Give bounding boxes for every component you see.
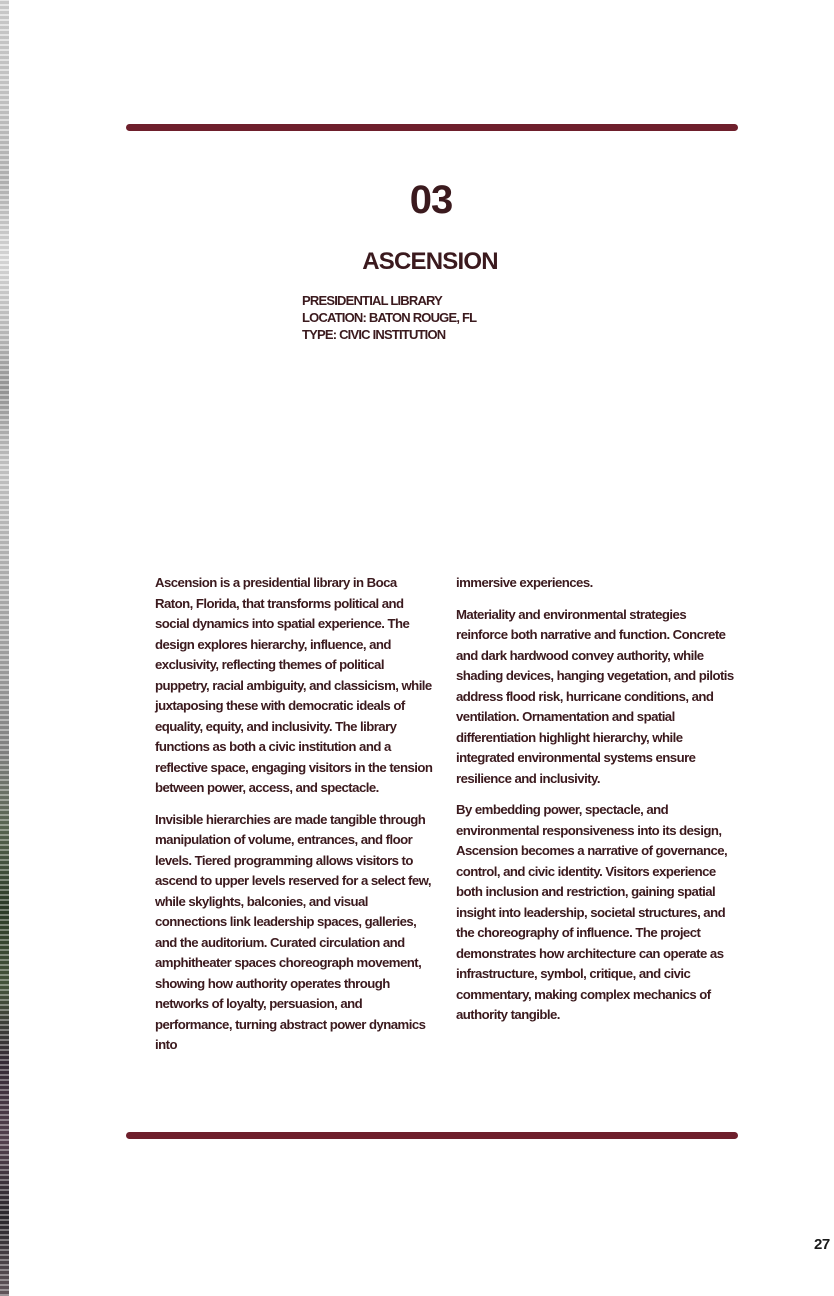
paragraph: immersive experiences.: [456, 575, 593, 590]
body-column-left: [155, 573, 435, 1067]
page-number: 27: [814, 1236, 830, 1253]
meta-location: LOCATION: BATON ROUGE, FL: [302, 310, 477, 325]
top-divider-rule: [126, 124, 738, 131]
project-number: 03: [409, 178, 453, 222]
paragraph: Materiality and environmental strategies reinforce both narrative and function. Concrete and dark hardwood convey authority, while shading devices, hanging vegetation, and pilotis address flood risk, hurricane conditions, and ventilation. Ornamentation and spatial differentiation highlight hierarchy, while integrated environmental systems ensure resilience and inclusivity.: [456, 606, 734, 786]
paragraph: Ascension is a presidential library in Boca Raton, Florida, that transforms political and social dynamics into spatial experience. The design explores hierarchy, influence, and exclusivity, reflecting themes of political puppetry, racial ambiguity, and classicism, while juxtaposing these with democratic ideals of equality, equity, and inclusivity. The library functions as both a civic institution and a reflective space, engaging visitors in the tension between power, access, and spectacle.: [155, 575, 433, 795]
project-meta: [302, 292, 602, 343]
project-title: ASCENSION: [362, 248, 498, 275]
bottom-divider-rule: [126, 1132, 738, 1139]
meta-program: PRESIDENTIAL LIBRARY: [302, 293, 443, 308]
meta-type: TYPE: CIVIC INSTITUTION: [302, 327, 446, 342]
paragraph: By embedding power, spectacle, and environmental responsiveness into its design, Ascension becomes a narrative of governance, control, and civic identity. Visitors experience both inclusion and restriction, gaining spatial insight into leadership, societal structures, and the choreography of influence. The project demonstrates how architecture can operate as infrastructure, symbol, critique, and civic commentary, making complex mechanics of authority tangible.: [456, 802, 728, 1022]
body-column-right: [456, 573, 734, 1037]
paragraph: Invisible hierarchies are made tangible through manipulation of volume, entrances, and floor levels. Tiered programming allows visitors to ascend to upper levels reserved for a select few, while skylights, balconies, and visual connections link leadership spaces, galleries, and the auditorium. Curated circulation and amphitheater spaces choreograph movement, showing how authority operates through networks of loyalty, persuasion, and performance, turning abstract power dynamics into: [155, 811, 432, 1052]
